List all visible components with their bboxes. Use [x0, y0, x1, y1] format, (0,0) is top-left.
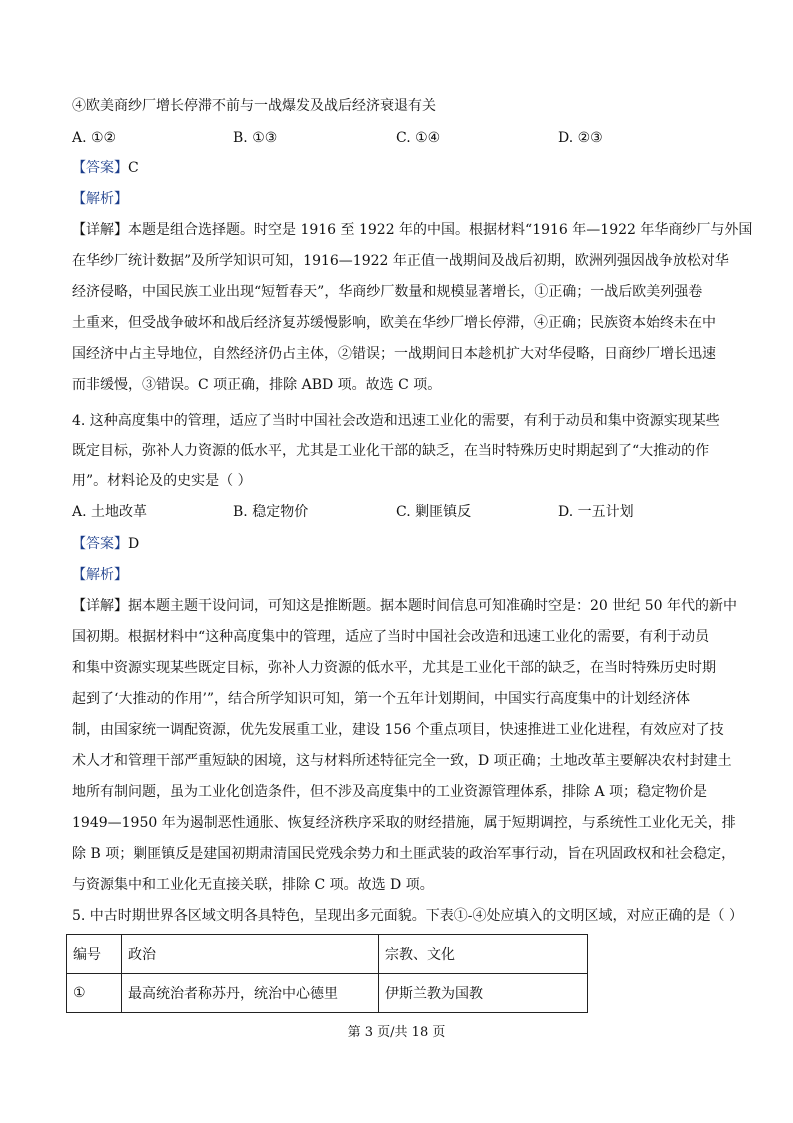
answer-value: D	[128, 536, 140, 552]
q4-option-b: B. 稳定物价	[233, 504, 309, 520]
q3-detail-line: 土重来，但受战争破坏和战后经济复苏缓慢影响，欧美在华纱厂增长停滞，④正确；民族资本始终未在中	[72, 315, 716, 331]
q3-option-c: C. ①④	[396, 130, 441, 146]
table-header-cell: 宗教、文化	[379, 935, 588, 974]
table-cell: ①	[67, 974, 122, 1013]
answer-tag: 【答案】	[72, 160, 128, 176]
q4-detail-line: 【详解】据本题主题干设问词，可知这是推断题。据本题时间信息可知准确时空是：20 世纪 50 年代的新中	[72, 598, 737, 614]
q5-table	[66, 934, 588, 1013]
q4-stem-line: 用”。材料论及的史实是（ ）	[72, 473, 252, 489]
q3-detail-line: 在华纱厂统计数据”及所学知识可知，1916—1922 年正值一战期间及战后初期，欧洲列强因战争放松对华	[72, 253, 729, 269]
answer-tag: 【答案】	[72, 536, 128, 552]
q3-option-d: D. ②③	[558, 130, 603, 146]
q3-option-a: A. ①②	[72, 130, 117, 146]
answer-value: C	[128, 160, 139, 176]
q3-analysis-tag: 【解析】	[72, 191, 128, 207]
q3-answer	[72, 158, 139, 178]
q4-detail-line: 与资源集中和工业化无直接关联，排除 C 项。故选 D 项。	[72, 877, 434, 893]
table-cell: 伊斯兰教为国教	[379, 974, 588, 1013]
table-cell: 最高统治者称苏丹，统治中心德里	[122, 974, 379, 1013]
q3-option-b: B. ①③	[233, 130, 278, 146]
q4-answer	[72, 534, 139, 554]
q4-detail-line: 术人才和管理干部严重短缺的困境，这与材料所述特征完全一致，D 项正确；土地改革主要解决农村封建土	[72, 753, 732, 769]
q4-detail-line: 1949—1950 年为遏制恶性通胀、恢复经济秩序采取的财经措施，属于短期调控，与系统性工业化无关，排	[72, 815, 736, 831]
q3-statement-4: ④欧美商纱厂增长停滞不前与一战爆发及战后经济衰退有关	[72, 98, 436, 114]
q3-detail-line: 【详解】本题是组合选择题。时空是 1916 至 1922 年的中国。根据材料“1916 年—1922 年华商纱厂与外国	[72, 222, 753, 238]
q4-analysis-tag: 【解析】	[72, 567, 128, 583]
q5-stem: 5. 中古时期世界各区域文明各具特色，呈现出多元面貌。下表①-④处应填入的文明区域，对应正确的是（ ）	[72, 908, 743, 924]
q4-detail-line: 制，由国家统一调配资源，优先发展重工业，建设 156 个重点项目，快速推进工业化进程，有效应对了技	[72, 722, 724, 738]
q4-stem-line: 既定目标，弥补人力资源的低水平，尤其是工业化干部的缺乏，在当时特殊历史时期起到了“大推动的作	[72, 443, 710, 459]
q3-detail-line: 国经济中占主导地位，自然经济仍占主体，②错误；一战期间日本趁机扩大对华侵略，日商纱厂增长迅速	[72, 346, 716, 362]
q4-option-d: D. 一五计划	[558, 504, 634, 520]
table-row	[67, 974, 588, 1013]
q4-detail-line: 除 B 项；剿匪镇反是建国初期肃清国民党残余势力和土匪武装的政治军事行动，旨在巩固政权和社会稳定，	[72, 846, 736, 862]
table-header-cell: 政治	[122, 935, 379, 974]
q4-option-a: A. 土地改革	[72, 504, 148, 520]
q4-stem-line: 4. 这种高度集中的管理，适应了当时中国社会改造和迅速工业化的需要，有利于动员和集中资源实现某些	[72, 413, 720, 429]
table-header-row	[67, 935, 588, 974]
q4-detail-line: 地所有制问题，虽为工业化创造条件，但不涉及高度集中的工业资源管理体系，排除 A 项；稳定物价是	[72, 784, 708, 800]
table-header-cell: 编号	[67, 935, 122, 974]
q3-detail-line: 而非缓慢，③错误。C 项正确，排除 ABD 项。故选 C 项。	[72, 377, 442, 393]
q4-detail-line: 和集中资源实现某些既定目标，弥补人力资源的低水平，尤其是工业化干部的缺乏，在当时特殊历史时期	[72, 660, 716, 676]
q4-option-c: C. 剿匪镇反	[396, 504, 472, 520]
q4-detail-line: 起到了‘大推动的作用’”，结合所学知识可知，第一个五年计划期间，中国实行高度集中的计划经济体	[72, 691, 691, 707]
q3-detail-line: 经济侵略，中国民族工业出现“短暂春天”，华商纱厂数量和规模显著增长，①正确；一战后欧美列强卷	[72, 284, 703, 300]
q4-detail-line: 国初期。根据材料中“这种高度集中的管理，适应了当时中国社会改造和迅速工业化的需要，有利于动员	[72, 629, 710, 645]
page-footer: 第 3 页/共 18 页	[347, 1025, 446, 1040]
